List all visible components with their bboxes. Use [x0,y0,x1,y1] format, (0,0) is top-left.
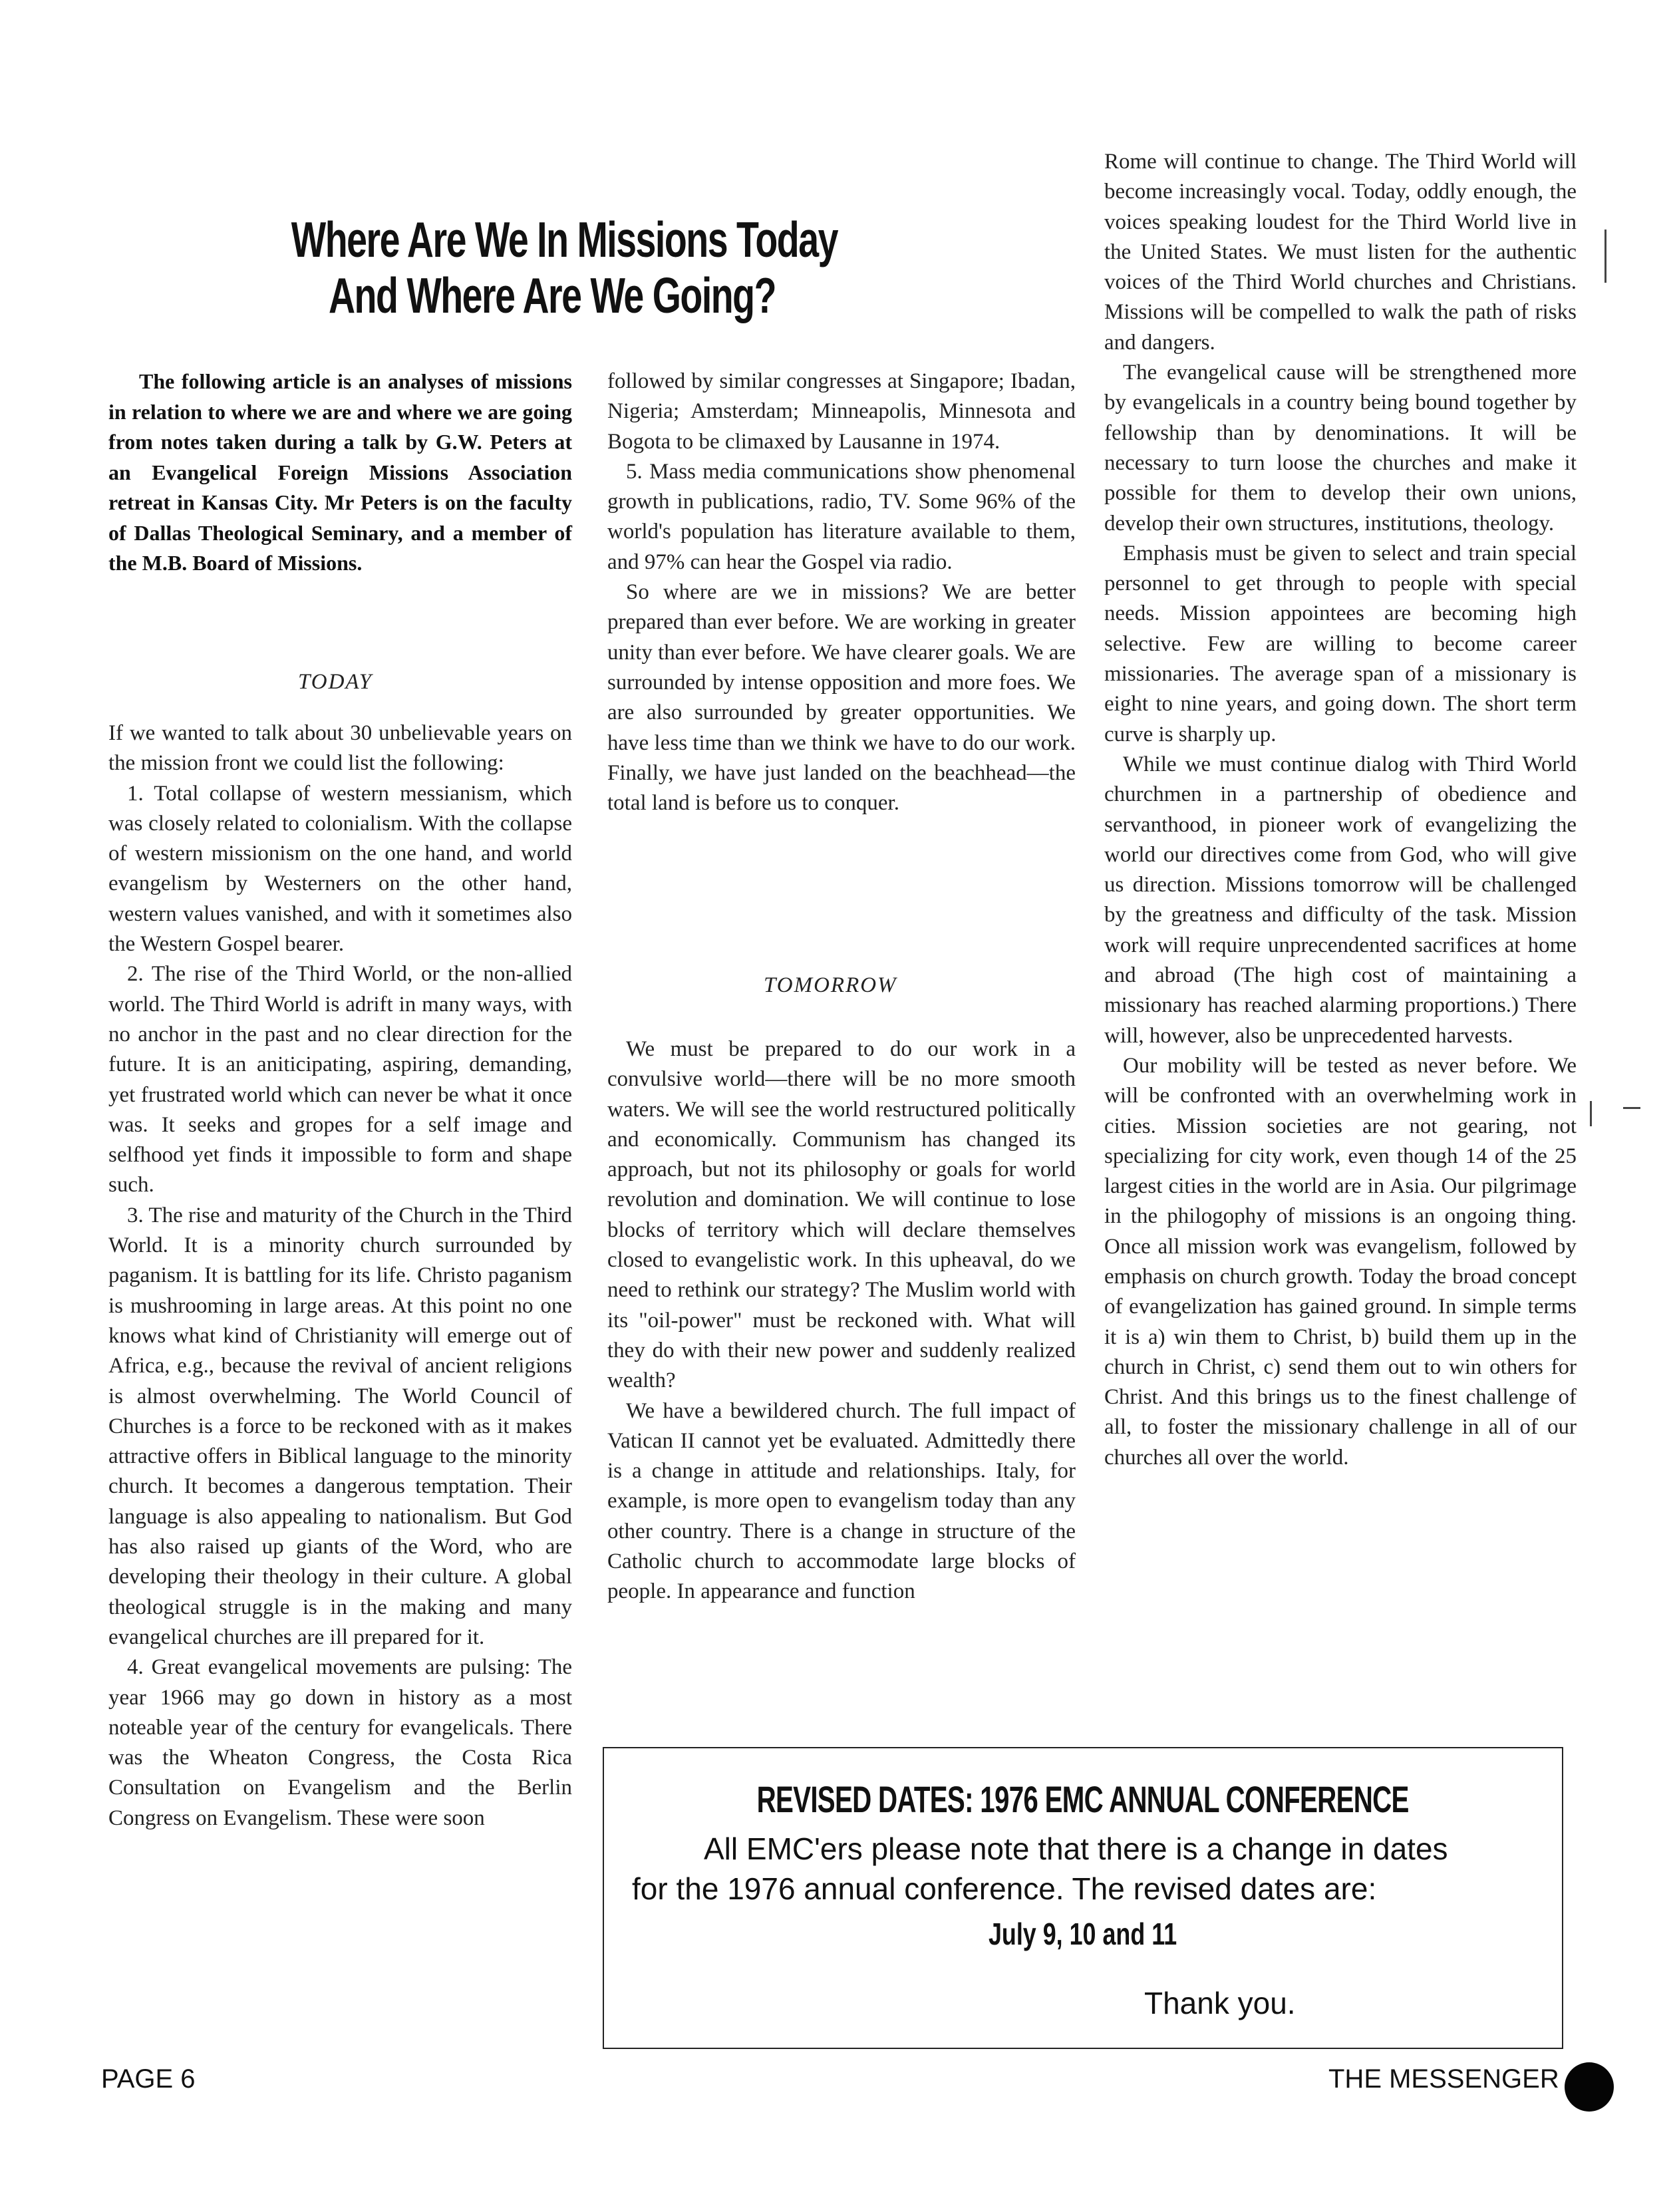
page-number: PAGE 6 [101,2064,196,2094]
paragraph: While we must continue dialog with Third World churchmen in a partnership of obedience and servanthood, in pioneer work of evangelizing the world our directives come from God, who will give us direction. Missions tomorrow will be challenged by the greatness and difficulty of the task. Mission work will require unprecendented sacrifices at home and abroad (The high cost of maintaining a missionary has reached alarming proportions.) There will, however, also be unprecedented harvests. [1104,752,1577,1048]
article-title [291,212,838,323]
article-intro [108,367,572,579]
column-2 [607,367,1076,818]
paragraph: We must be prepared to do our work in a convulsive world—there will be no more smooth waters. We will see the world restructured politically and economically. Communism has changed its approach, but not its philosophy or goals for world revolution and domination. We will continue to lose blocks of territory which will declare themselves closed to evangelistic work. In this upheaval, do we need to rethink our strategy? The Muslim world with its "oil-power" must be reckoned with. What will they do with their new power and suddenly realized wealth? [607,1037,1076,1393]
column-1 [108,718,572,1833]
conference-notice-box [603,1747,1563,2049]
intro-text: The following article is an analyses of missions in relation to where we are and where we are going from notes taken during a talk by G.W. Peters at an Evangelical Foreign Missions Association retreat in Kansas City. Mr Peters is on the faculty of Dallas Theological Seminary, and a member of the M.B. Board of Missions. [108,369,572,575]
paragraph: 1. Total collapse of western messianism, which was closely related to colonialism. With the collapse of western missionism on the one hand, and world evangelism by Westerners on the other hand, western values vanished, and with it sometimes also the Western Gospel bearer. [108,781,572,957]
notice-line-1: All EMC'ers please note that there is a change in dates [704,1831,1448,1866]
paragraph: followed by similar congresses at Singapore; Ibadan, Nigeria; Amsterdam; Minneapolis, Minnesota and Bogota to be climaxed by Lausanne in 1974. [607,369,1076,454]
paragraph: Our mobility will be tested as never before. We will be confronted with an overwhelming work in cities. Mission societies are not gearing, not specializing for city work, even though 14 of the 25 largest cities in the world are in Asia. Our pilgrimage in the philogophy of missions is an ongoing thing. Once all mission work was evangelism, followed by emphasis on church growth. Today the broad concept of evangelization has gained ground. In simple terms it is a) win them to Christ, b) build them up in the church in Christ, c) send them out to win others for Christ. And this brings us to the finest challenge of all, to foster the missionary challenge in all of our churches all over the world. [1104,1053,1577,1470]
notice-thanks: Thank you. [1144,1986,1296,2020]
paragraph: 2. The rise of the Third World, or the non-allied world. The Third World is adrift in many ways, with no anchor in the past and no clear direction for the future. It is an aniticipating, aspiring, demanding, yet frustrated world which can never be what it once was. It seeks and gropes for a self image and selfhood yet finds it impossible to form and shape such. [108,962,572,1197]
section-heading-tomorrow: TOMORROW [764,973,897,997]
section-heading-today: TODAY [298,670,373,694]
scan-mark [1590,1101,1592,1126]
paragraph: The evangelical cause will be strengthened more by evangelicals in a country being bound together by fellowship than by denominations. It will be necessary to turn loose the churches and make it possible for them to develop their own unions, develop their own structures, institutions, theology. [1104,361,1577,536]
title-line-2: And Where Are We Going? [328,267,776,323]
notice-line-2: for the 1976 annual conference. The revised dates are: [632,1871,1377,1906]
paragraph: Rome will continue to change. The Third World will become increasingly vocal. Today, oddly enough, the voices speaking loudest for the Third World live in the United States. We must listen for the authentic voices of the Third World churches and Christians. Missions will be compelled to walk the path of risks and dangers. [1104,150,1577,355]
scan-mark [1604,230,1606,283]
notice-dates: July 9, 10 and 11 [989,1917,1177,1951]
column-2-tomorrow [607,1034,1076,1607]
paragraph: 3. The rise and maturity of the Church in the Third World. It is a minority church surrounded by paganism. It is battling for its life. Christo paganism is mushrooming in large areas. At this point no one knows what kind of Christianity will emerge out of Africa, e.g., because the revival of ancient religions is almost overwhelming. The World Council of Churches is a force to be reckoned with as it makes attractive offers in Biblical language to the minority church. It becomes a dangerous temptation. Their language is also appealing to nationalism. But God has also raised up giants of the Word, who are developing their theology in their culture. A global theological struggle is in the making and many evangelical churches are ill prepared for it. [108,1203,572,1649]
punch-hole-mark [1565,2062,1614,2112]
paragraph: Emphasis must be given to select and train special personnel to get through to people with special needs. Mission appointees are becoming high selective. Few are willing to become career missionaries. The average span of a missionary is eight to nine years, and going down. The short term curve is sharply up. [1104,541,1577,746]
paragraph: So where are we in missions? We are better prepared than ever before. We are working in greater unity than ever before. We have clearer goals. We are surrounded by intense opposition and more foes. We are also surrounded by greater opportunities. We have less time than we think we have to do our work. Finally, we have just landed on the beachhead—the total land is before us to conquer. [607,580,1076,816]
paragraph: We have a bewildered church. The full impact of Vatican II cannot yet be evaluated. Admittedly there is a change in attitude and relationships. Italy, for example, is more open to evangelism today than any other country. There is a change in structure of the Catholic church to accommodate large blocks of people. In appearance and function [607,1398,1076,1604]
paragraph: If we wanted to talk about 30 unbelievable years on the mission front we could list the following: [108,721,572,776]
paragraph: 5. Mass media communications show phenomenal growth in publications, radio, TV. Some 96% of the world's population has literature available to them, and 97% can hear the Gospel via radio. [607,459,1076,574]
scan-mark [1623,1107,1640,1109]
column-3 [1104,147,1577,1473]
title-line-1: Where Are We In Missions Today [291,212,838,267]
paragraph: 4. Great evangelical movements are pulsing: The year 1966 may go down in history as a most noteable year of the century for evangelicals. There was the Wheaton Congress, the Costa Rica Consultation on Evangelism and the Berlin Congress on Evangelism. These were soon [108,1655,572,1830]
notice-title: REVISED DATES: 1976 EMC ANNUAL CONFERENCE [756,1778,1410,1820]
publication-name: THE MESSENGER [1328,2064,1559,2094]
